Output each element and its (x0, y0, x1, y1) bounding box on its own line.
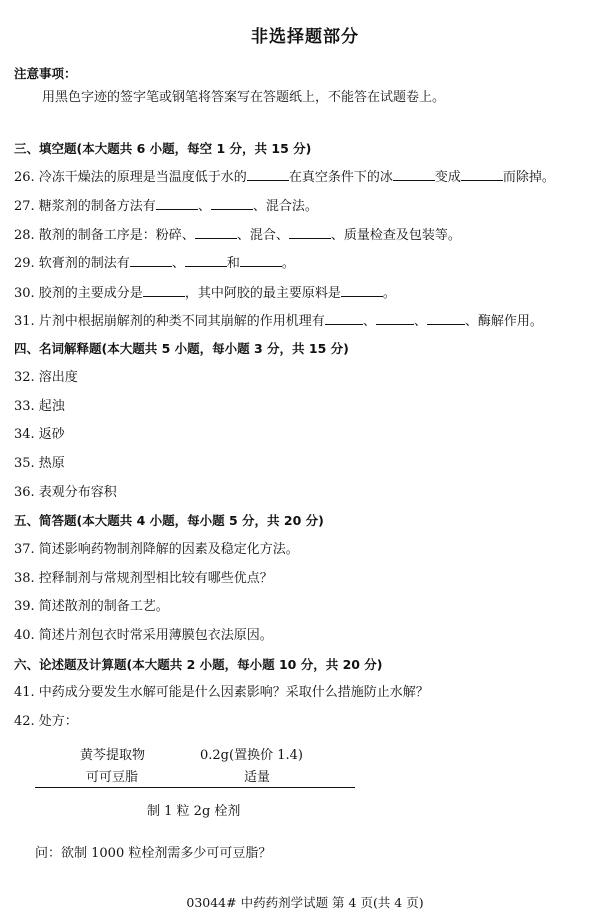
question-26: 26. 冷冻干燥法的原理是当温度低于水的 在真空条件下的冰 变成 而除掉。 (14, 170, 555, 185)
question-38: 38. 控释制剂与常规剂型相比较有哪些优点？ (14, 571, 273, 586)
answer-blank[interactable] (461, 168, 503, 181)
answer-blank[interactable] (143, 284, 185, 297)
answer-blank[interactable] (185, 254, 227, 267)
answer-blank[interactable] (376, 312, 414, 325)
rx-amount-2: 适量 (244, 770, 271, 785)
question-40: 40. 简述片剂包衣时常采用薄膜包衣法原因。 (14, 628, 273, 643)
question-27: 27. 糖浆剂的制备方法有 、 、混合法。 (14, 199, 318, 214)
question-32: 32. 溶出度 (14, 370, 78, 385)
answer-blank[interactable] (240, 254, 282, 267)
answer-blank[interactable] (427, 312, 465, 325)
section5-heading: 五、简答题(本大题共 4 小题，每小题 5 分，共 20 分) (14, 513, 324, 528)
section6-heading: 六、论述题及计算题(本大题共 2 小题，每小题 10 分，共 20 分) (14, 657, 383, 672)
question-37: 37. 简述影响药物制剂降解的因素及稳定化方法。 (14, 542, 299, 557)
section3-heading: 三、填空题(本大题共 6 小题，每空 1 分，共 15 分) (14, 141, 312, 156)
answer-blank[interactable] (130, 254, 172, 267)
rx-divider (35, 787, 355, 788)
answer-blank[interactable] (195, 226, 237, 239)
question-30: 30. 胶剂的主要成分是 ，其中阿胶的最主要原料是 。 (14, 286, 396, 301)
question-42-ask: 问：欲制 1000 粒栓剂需多少可可豆脂？ (35, 846, 272, 861)
rx-amount-1: 0.2g(置换价 1.4) (200, 748, 303, 763)
question-29: 29. 软膏剂的制法有 、 和 。 (14, 256, 295, 271)
answer-blank[interactable] (341, 284, 383, 297)
question-34: 34. 返砂 (14, 427, 65, 442)
section4-heading: 四、名词解释题(本大题共 5 小题，每小题 3 分，共 15 分) (14, 341, 349, 356)
notice-text: 用黑色字迹的签字笔或钢笔将答案写在答题纸上，不能答在试题卷上。 (42, 90, 446, 105)
page-footer: 03044# 中药药剂学试题 第 4 页(共 4 页) (186, 895, 424, 910)
question-35: 35. 热原 (14, 456, 65, 471)
answer-blank[interactable] (156, 197, 198, 210)
question-28: 28. 散剂的制备工序是：粉碎、 、混合、 、质量检查及包装等。 (14, 228, 461, 243)
question-33: 33. 起浊 (14, 399, 65, 414)
page-title: 非选择题部分 (251, 27, 359, 47)
question-31: 31. 片剂中根据崩解剂的种类不同其崩解的作用机理有 、 、 、酶解作用。 (14, 314, 543, 329)
question-41: 41. 中药成分要发生水解可能是什么因素影响？采取什么措施防止水解？ (14, 685, 429, 700)
answer-blank[interactable] (247, 168, 289, 181)
question-39: 39. 简述散剂的制备工艺。 (14, 599, 169, 614)
answer-blank[interactable] (211, 197, 253, 210)
rx-ingredient-1: 黄芩提取物 (80, 748, 146, 763)
answer-blank[interactable] (325, 312, 363, 325)
rx-product: 制 1 粒 2g 栓剂 (147, 804, 241, 819)
answer-blank[interactable] (289, 226, 331, 239)
rx-ingredient-2: 可可豆脂 (86, 770, 139, 785)
question-36: 36. 表观分布容积 (14, 485, 117, 500)
answer-blank[interactable] (393, 168, 435, 181)
question-42: 42. 处方： (14, 714, 78, 729)
notice-heading: 注意事项： (14, 66, 77, 81)
